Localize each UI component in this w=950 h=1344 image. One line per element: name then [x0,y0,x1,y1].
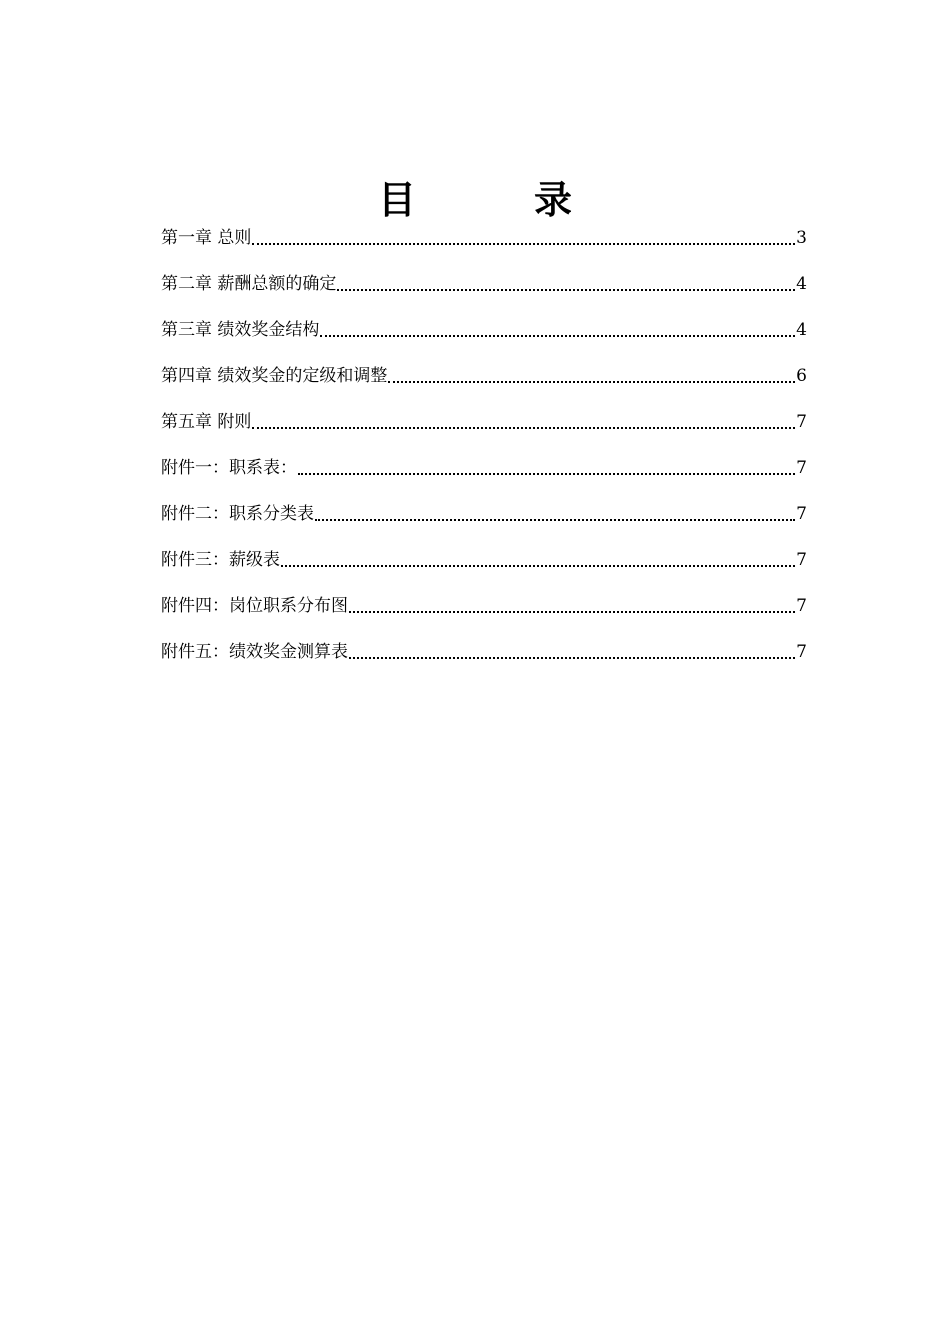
toc-title: 目 录 [377,177,612,222]
toc-entry-page: 7 [796,550,807,570]
toc-dot-leader [281,564,795,567]
toc-dot-leader [320,334,795,337]
toc-entry-chapter-1[interactable] [161,224,807,250]
toc-entry-appendix-4[interactable] [161,572,807,618]
toc-entry-label: 附件二：职系分类表 [161,504,314,524]
toc-list [161,224,807,664]
toc-entry-page: 4 [796,274,807,294]
toc-entry-page: 4 [796,320,807,340]
toc-entry-label: 第五章 附则 [161,412,252,432]
toc-entry-label: 附件四：岗位职系分布图 [161,596,348,616]
toc-entry-page: 3 [796,228,807,248]
toc-entry-appendix-2[interactable] [161,480,807,526]
toc-entry-label: 第三章 绩效奖金结构 [161,320,320,340]
toc-entry-page: 7 [796,412,807,432]
toc-dot-leader [315,518,795,521]
toc-dot-leader [337,288,795,291]
toc-entry-page: 7 [796,504,807,524]
toc-entry-label: 附件三：薪级表 [161,550,280,570]
toc-entry-appendix-3[interactable] [161,526,807,572]
toc-entry-chapter-3[interactable] [161,296,807,342]
toc-entry-appendix-1[interactable] [161,434,807,480]
toc-entry-appendix-5[interactable] [161,618,807,664]
toc-dot-leader [349,610,795,613]
toc-entry-page: 6 [796,366,807,386]
toc-entry-page: 7 [796,596,807,616]
toc-entry-label: 附件一：职系表： [161,458,297,478]
toc-dot-leader [349,656,795,659]
toc-dot-leader [252,242,795,245]
toc-dot-leader [252,426,795,429]
toc-entry-chapter-2[interactable] [161,250,807,296]
toc-entry-chapter-4[interactable] [161,342,807,388]
toc-entry-page: 7 [796,458,807,478]
toc-entry-label: 第二章 薪酬总额的确定 [161,274,337,294]
toc-entry-page: 7 [796,642,807,662]
toc-entry-chapter-5[interactable] [161,388,807,434]
toc-dot-leader [298,472,795,475]
toc-entry-label: 附件五：绩效奖金测算表 [161,642,348,662]
toc-entry-label: 第四章 绩效奖金的定级和调整 [161,366,388,386]
toc-entry-label: 第一章 总则 [161,228,252,248]
toc-dot-leader [388,380,795,383]
